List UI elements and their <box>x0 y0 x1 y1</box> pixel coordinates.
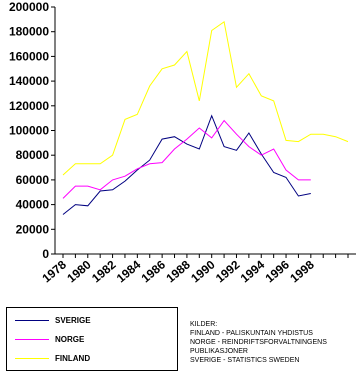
y-tick-label: 120000 <box>8 98 49 113</box>
y-tick-label: 140000 <box>8 74 49 89</box>
y-tick-label: 0 <box>42 247 49 261</box>
y-tick-label: 40000 <box>15 197 49 212</box>
legend-label-sverige: SVERIGE <box>55 315 91 325</box>
sources-note <box>190 320 327 365</box>
x-tick-label: 1994 <box>237 257 268 286</box>
x-tick-label: 1990 <box>188 257 218 286</box>
legend-item-sverige <box>15 313 91 327</box>
legend <box>6 307 178 371</box>
legend-label-norge: NORGE <box>55 334 85 344</box>
x-tick-label: 1996 <box>262 257 292 286</box>
legend-swatch-finland <box>15 358 49 359</box>
series-line-finland <box>63 22 348 175</box>
sources-line: NORGE - REINDRIFTSFORVALTNINGENS <box>190 339 327 346</box>
series-line-norge <box>63 121 311 199</box>
y-tick-label: 160000 <box>8 49 49 64</box>
x-tick-label: 1988 <box>163 257 193 286</box>
x-tick-label: 1982 <box>89 257 119 286</box>
y-tick-label: 60000 <box>15 172 49 187</box>
x-tick-label: 1992 <box>212 257 243 286</box>
sources-heading: KILDER: <box>190 321 218 328</box>
legend-item-finland <box>15 351 90 365</box>
x-tick-label: 1986 <box>138 257 169 286</box>
y-tick-label: 20000 <box>15 222 49 237</box>
series-line-sverige <box>63 116 311 215</box>
legend-swatch-norge <box>15 339 49 340</box>
x-tick-label: 1980 <box>64 257 94 286</box>
sources-line: SVERIGE - STATISTICS SWEDEN <box>190 357 300 364</box>
y-tick-label: 100000 <box>8 123 49 138</box>
legend-label-finland: FINLAND <box>55 353 91 363</box>
sources-line: FINLAND - PALISKUNTAIN YHDISTUS <box>190 330 313 337</box>
legend-swatch-sverige <box>15 320 49 321</box>
y-tick-label: 200000 <box>8 0 49 14</box>
x-tick-label: 1984 <box>113 257 144 286</box>
y-tick-label: 80000 <box>15 148 49 163</box>
x-tick-label: 1978 <box>39 257 69 286</box>
x-tick-label: 1998 <box>287 257 317 286</box>
legend-item-norge <box>15 332 84 346</box>
sources-line: PUBLIKASJONER <box>190 348 248 355</box>
y-tick-label: 180000 <box>8 24 49 39</box>
